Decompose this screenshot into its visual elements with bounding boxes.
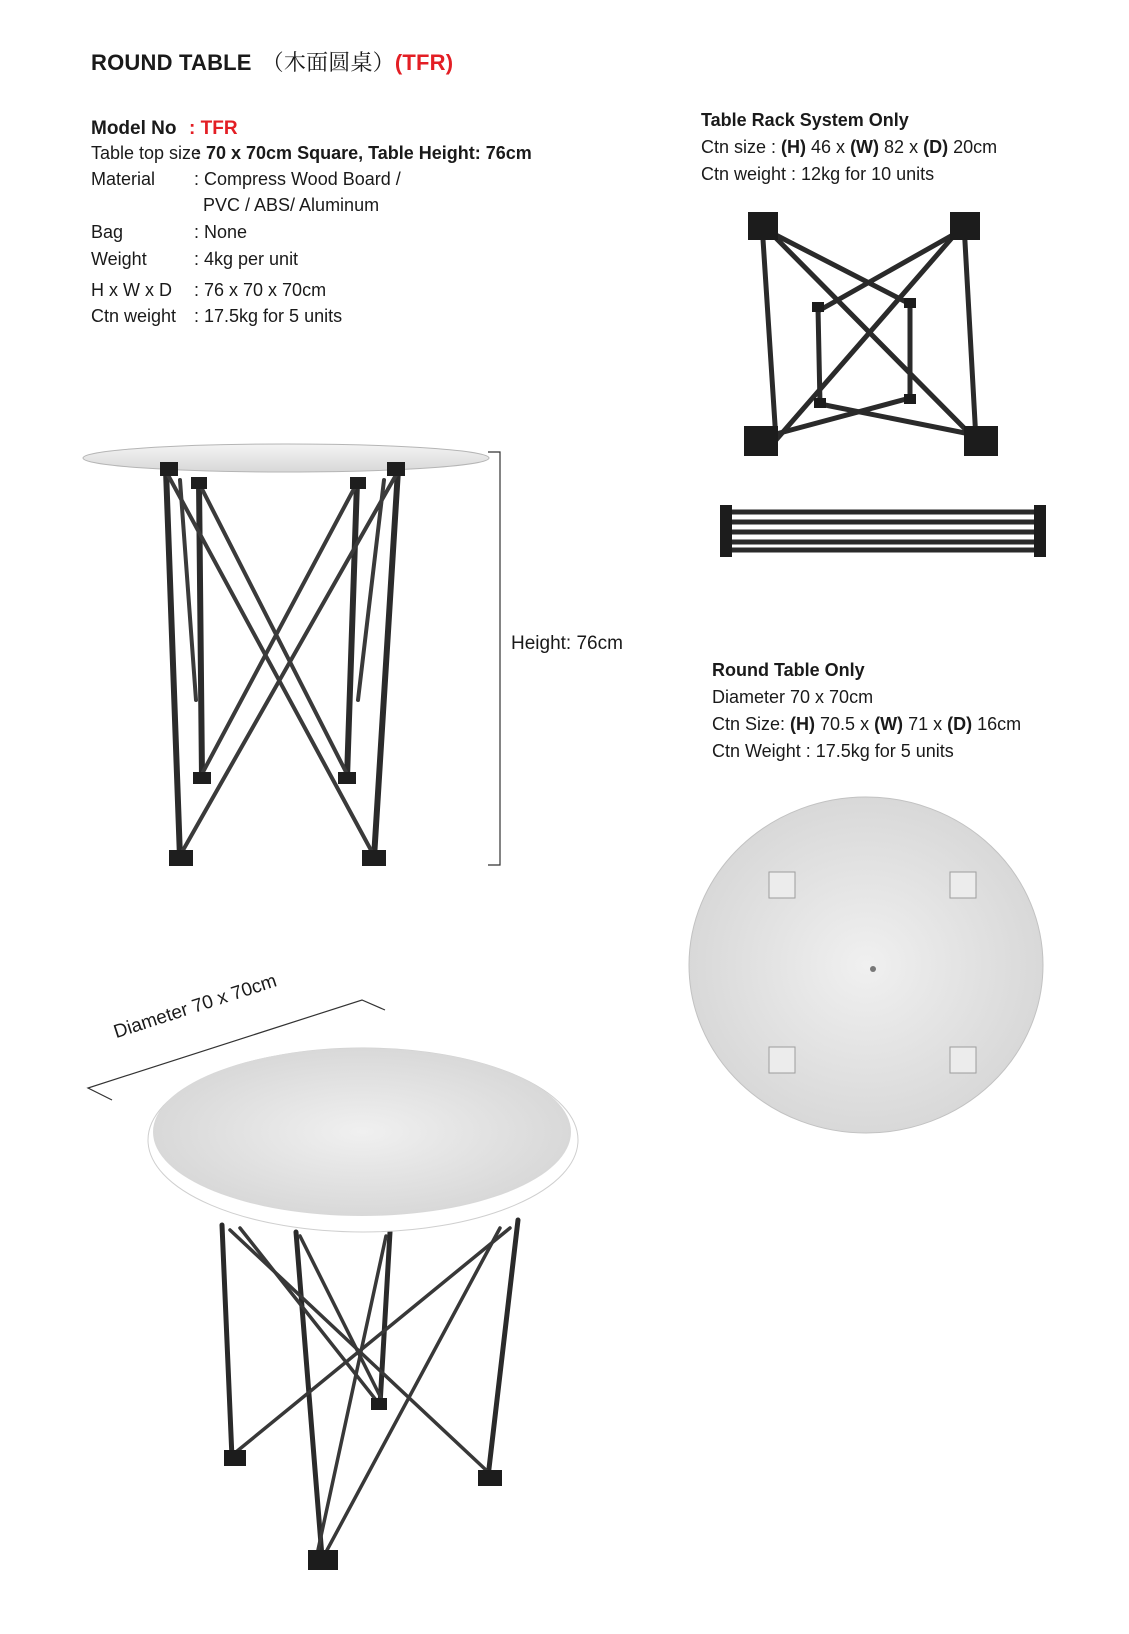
spec-ctn-value: : 17.5kg for 5 units <box>194 306 343 326</box>
round-size-prefix: Ctn Size: <box>712 714 791 734</box>
rack-size-prefix: Ctn size : <box>701 137 782 157</box>
spec-tabletop-label: Table top size <box>91 143 202 163</box>
rack-weight: Ctn weight : 12kg for 10 units <box>701 164 935 184</box>
rack-size-h: (H) <box>781 137 807 157</box>
round-header: Round Table Only <box>712 660 865 680</box>
rack-header: Table Rack System Only <box>701 110 909 130</box>
rack-size-d-value: 20cm <box>948 137 998 157</box>
round-size-d-value: 16cm <box>972 714 1022 734</box>
spec-hwd-label: H x W x D <box>91 280 172 300</box>
round-size-d: (D) <box>947 714 973 734</box>
spec-bag-label: Bag <box>91 222 124 242</box>
title-code: (TFR) <box>394 50 454 75</box>
spec-bag-value: : None <box>194 222 248 242</box>
spec-ctn-label: Ctn weight <box>91 306 177 326</box>
diameter-label: Diameter 70 x 70cm <box>111 970 280 1044</box>
title-chinese: （木面圆桌） <box>261 51 395 76</box>
spec-tabletop-value: : 70 x 70cm Square, Table Height: 76cm <box>195 143 532 163</box>
rack-size-w: (W) <box>850 137 880 157</box>
round-size-w-value: 71 x <box>903 714 948 734</box>
spec-material-value-2: PVC / ABS/ Aluminum <box>203 195 380 215</box>
rack-size-d: (D) <box>923 137 949 157</box>
spec-weight-label: Weight <box>91 249 147 269</box>
spec-model-label: Model No <box>91 118 177 139</box>
spec-weight-value: : 4kg per unit <box>194 249 299 269</box>
round-diameter: Diameter 70 x 70cm <box>712 687 874 707</box>
round-weight: Ctn Weight : 17.5kg for 5 units <box>712 741 954 761</box>
spec-hwd-value: : 76 x 70 x 70cm <box>194 280 327 300</box>
spec-model-value: : TFR <box>189 118 238 139</box>
rack-size-h-value: 46 x <box>806 137 851 157</box>
spec-material-value: : Compress Wood Board / <box>194 169 401 189</box>
rack-size-w-value: 82 x <box>879 137 924 157</box>
round-size-h-value: 70.5 x <box>815 714 875 734</box>
title-name: ROUND TABLE <box>91 50 252 75</box>
round-size-w: (W) <box>874 714 904 734</box>
round-size-h: (H) <box>790 714 816 734</box>
height-label: Height: 76cm <box>511 633 623 654</box>
spec-material-label: Material <box>91 169 156 189</box>
